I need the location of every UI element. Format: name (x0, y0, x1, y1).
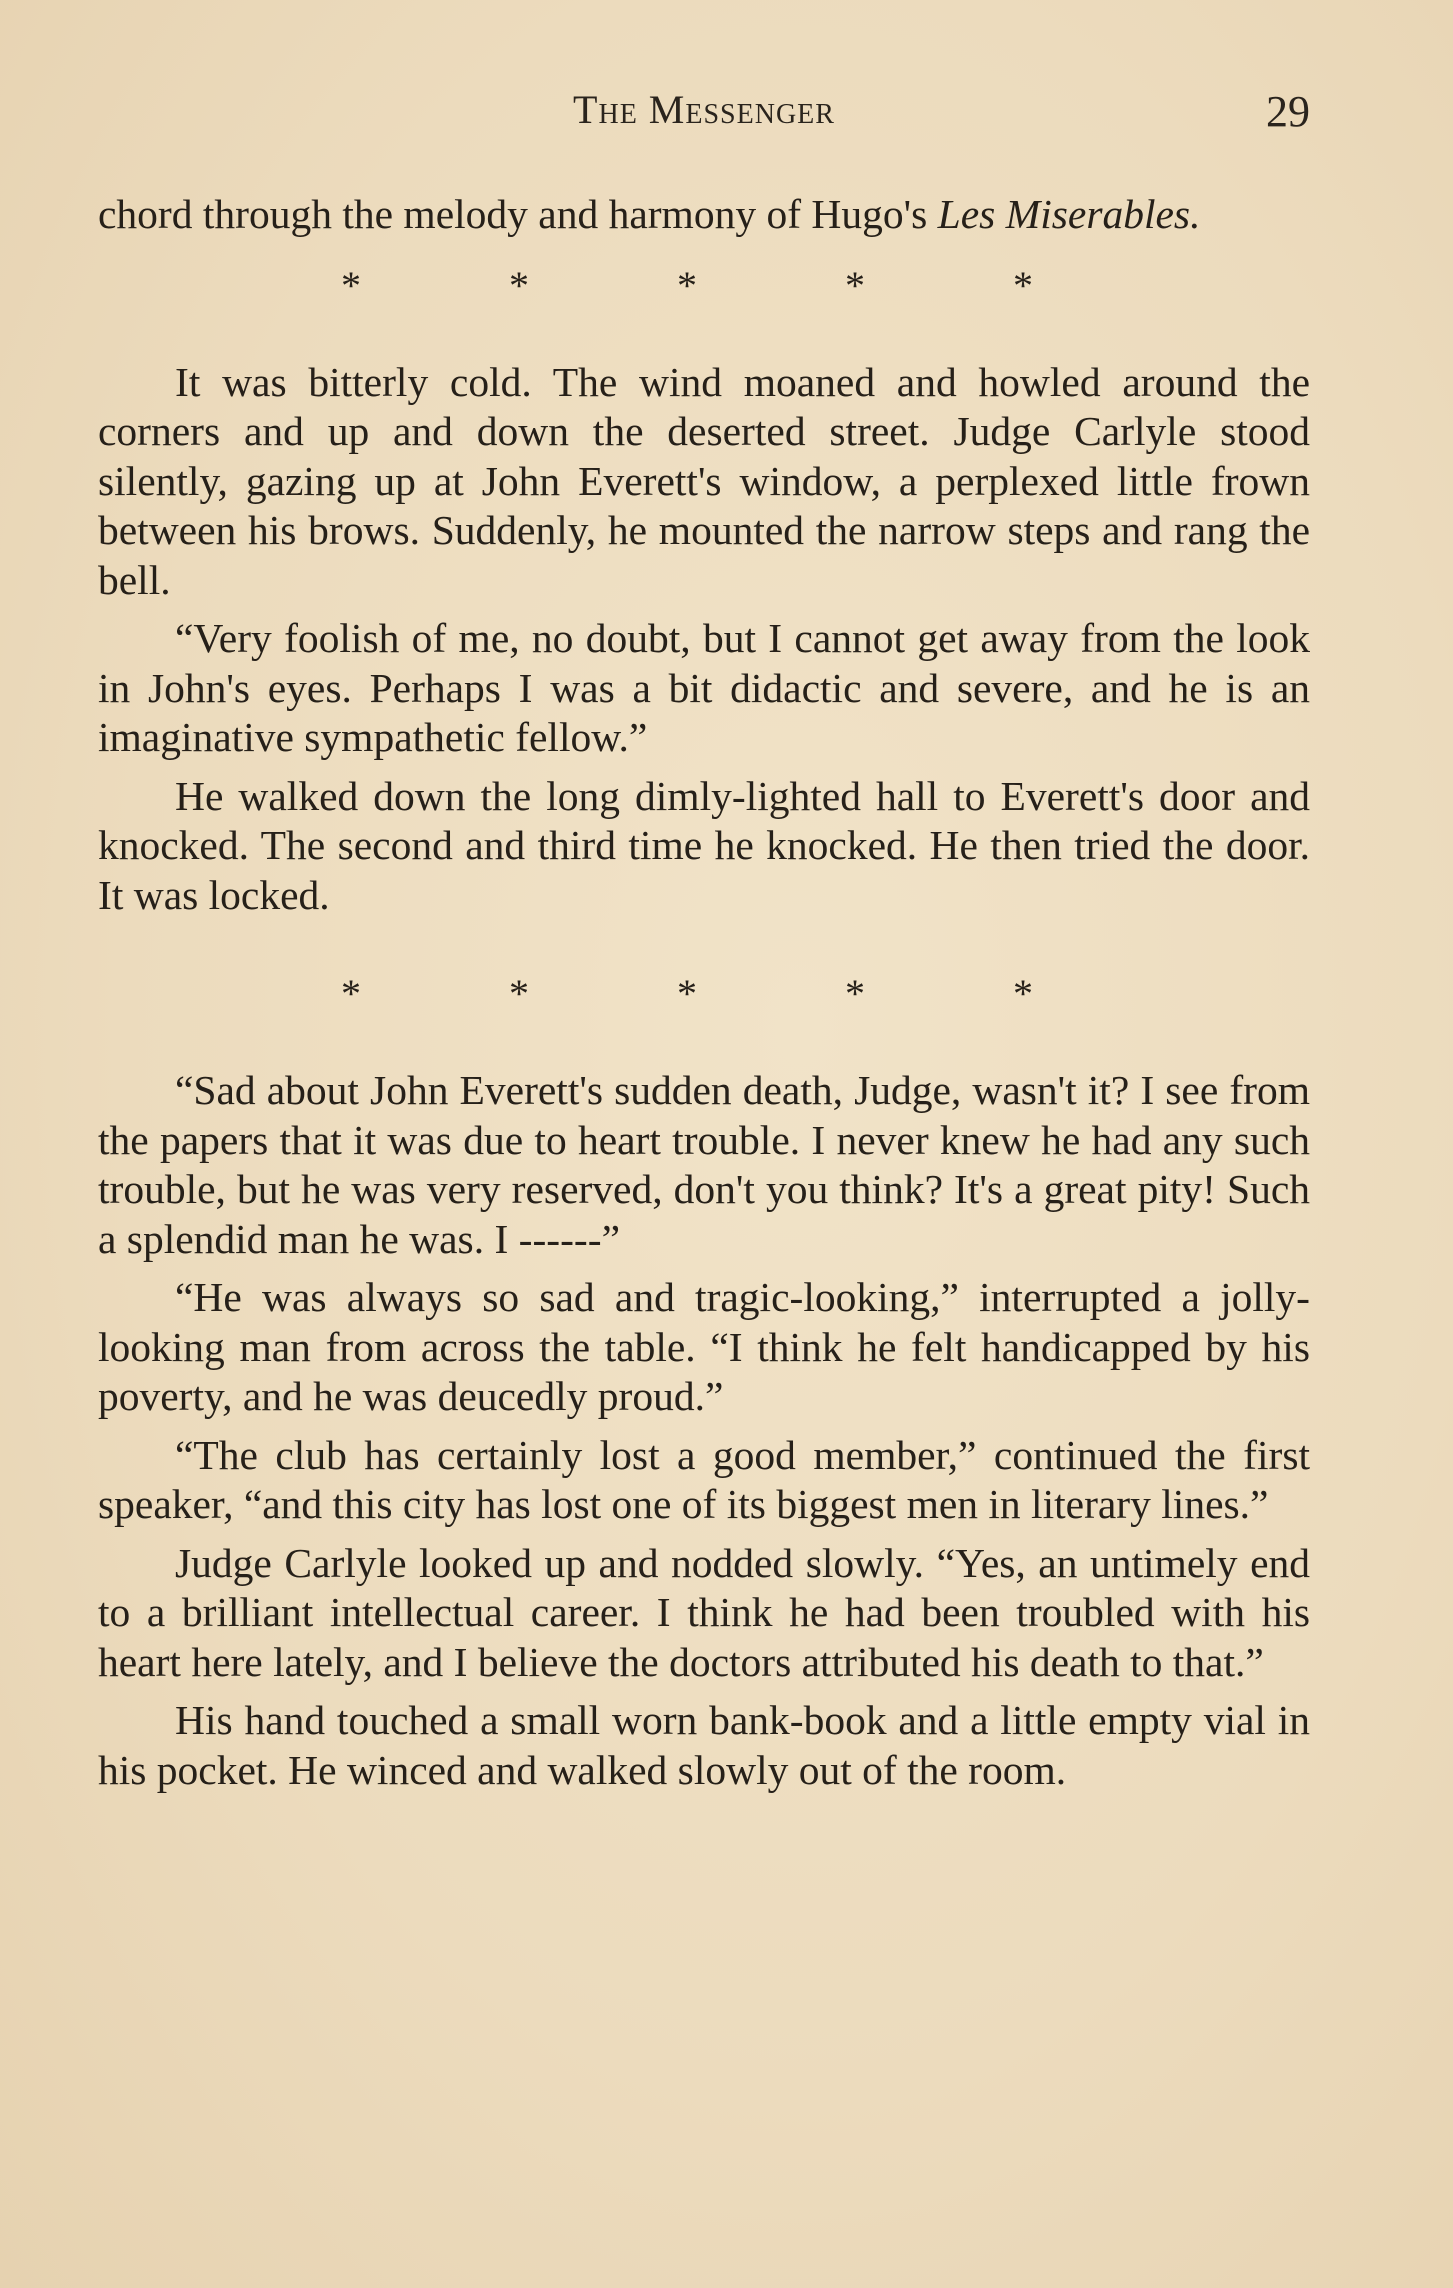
page-body (98, 190, 1310, 1795)
paragraph: “Very foolish of me, no doubt, but I cannot get away from the look in John's eyes. Perhaps I was a bit didactic and severe, and he is an imaginative sympathetic fellow.” (98, 615, 1310, 760)
separator-star: * (509, 971, 529, 1016)
running-title: The Messenger (573, 87, 835, 132)
page-header (98, 86, 1310, 146)
paragraph: Judge Carlyle looked up and nodded slowly. “Yes, an untimely end to a brilliant intellectual career. I think he had been troubled with his heart here lately, and I believe the doctors attributed his death to that.” (98, 1539, 1310, 1685)
separator-star: * (1013, 971, 1033, 1016)
paragraph: His hand touched a small worn bank-book and a little empty vial in his pocket. He winced and walked slowly out of the room. (98, 1697, 1310, 1793)
separator-star: * (509, 262, 529, 308)
book-title: Les Miserables. (937, 191, 1201, 237)
separator-star: * (677, 971, 697, 1016)
opening-paragraph (98, 190, 1310, 240)
page-number: 29 (1266, 87, 1310, 136)
paragraph: “He was always so sad and tragic-looking,” interrupted a jolly-looking man from across the table. “I think he felt handicapped by his poverty, and he was deucedly proud.” (98, 1274, 1310, 1419)
separator-star: * (845, 262, 865, 308)
separator-star: * (341, 262, 361, 308)
paragraph: “The club has certainly lost a good member,” continued the first speaker, “and this city has lost one of its biggest men in literary lines.” (98, 1431, 1310, 1527)
paragraph: “Sad about John Everett's sudden death, Judge, wasn't it? I see from the papers that it was due to heart trouble. I never knew he had any such trouble, but he was very reserved, don't you think? It's a great pity! Such a splendid man he was. I ------” (98, 1067, 1310, 1262)
opening-line: chord through the melody and harmony of Hugo's (98, 191, 928, 237)
section-separator (336, 971, 1038, 1016)
separator-star: * (677, 262, 697, 308)
separator-star: * (1013, 262, 1033, 308)
separator-star: * (341, 971, 361, 1016)
paragraph: It was bitterly cold. The wind moaned and howled around the corners and up and down the deserted street. Judge Carlyle stood silently, gazing up at John Everett's window, a perplexed little frown between his brows. Suddenly, he mounted the narrow steps and rang the bell. (98, 358, 1310, 603)
separator-star: * (845, 971, 865, 1016)
section-separator (336, 262, 1038, 308)
paragraph: He walked down the long dimly-lighted hall to Everett's door and knocked. The second and third time he knocked. He then tried the door. It was locked. (98, 772, 1310, 918)
